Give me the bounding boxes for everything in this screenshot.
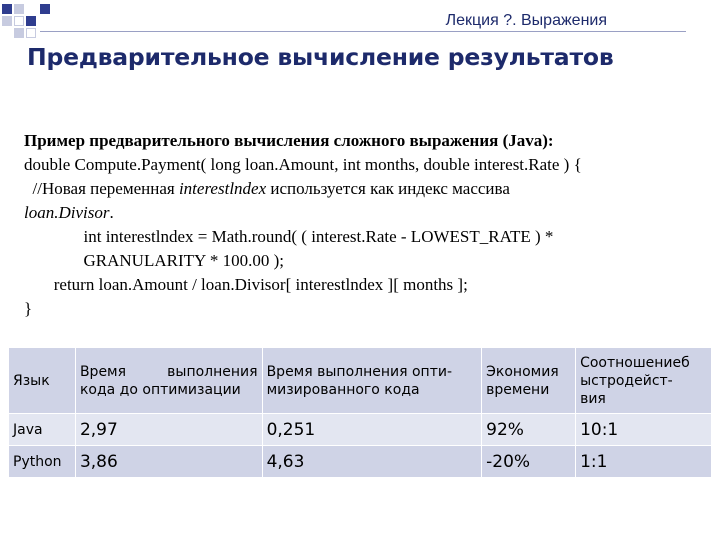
cell-saving: 92%	[482, 414, 576, 446]
code-text: .	[109, 203, 114, 222]
slide-title: Предварительное вычисление результатов	[27, 43, 614, 71]
code-variable: interestlndex	[178, 179, 267, 198]
table-row	[9, 414, 712, 446]
header-time-after: Время выполнения опти- мизированного кода	[262, 348, 482, 414]
corner-square-decoration	[14, 28, 24, 38]
cell-time-after: 0,251	[262, 414, 482, 446]
code-text: //Новая переменная	[24, 179, 179, 198]
header-time-before: Время выполнения кода до оптимизации	[75, 348, 262, 414]
header-divider	[40, 31, 686, 32]
code-line: int interestlndex = Math.round( ( interest.Rate - LOWEST_RATE ) *	[24, 227, 554, 246]
corner-square-decoration	[2, 16, 12, 26]
corner-square-decoration	[40, 4, 50, 14]
header-speed-ratio: Соотношениеб ыстродейст- вия	[576, 348, 712, 414]
code-heading: Пример предварительного вычисления сложного выражения (Java):	[24, 131, 554, 150]
cell-time-before: 3,86	[75, 446, 262, 478]
cell-saving: -20%	[482, 446, 576, 478]
code-line	[24, 177, 704, 201]
corner-square-decoration	[26, 28, 36, 38]
code-example	[24, 129, 704, 321]
cell-speed-ratio: 10:1	[576, 414, 712, 446]
comparison-table	[8, 347, 712, 478]
table-row	[9, 446, 712, 478]
corner-square-decoration	[14, 4, 24, 14]
lecture-header: Лекция ?. Выражения	[445, 12, 607, 29]
cell-time-after: 4,63	[262, 446, 482, 478]
corner-square-decoration	[26, 16, 36, 26]
table-header-row	[9, 348, 712, 414]
header-language: Язык	[9, 348, 76, 414]
cell-time-before: 2,97	[75, 414, 262, 446]
code-variable: loan.Divisor	[24, 203, 110, 222]
cell-speed-ratio: 1:1	[576, 446, 712, 478]
code-text: используется как индекс массива	[266, 179, 510, 198]
code-line	[24, 201, 704, 225]
corner-square-decoration	[2, 4, 12, 14]
header-saving: Экономия времени	[482, 348, 576, 414]
cell-language: Python	[9, 446, 76, 478]
code-line: double Compute.Payment( long loan.Amount, int months, double interest.Rate ) {	[24, 155, 582, 174]
code-line: return loan.Amount / loan.Divisor[ interestlndex ][ months ];	[24, 275, 468, 294]
code-line: }	[24, 299, 33, 318]
corner-square-decoration	[14, 16, 24, 26]
code-line: GRANULARITY * 100.00 );	[24, 251, 285, 270]
cell-language: Java	[9, 414, 76, 446]
